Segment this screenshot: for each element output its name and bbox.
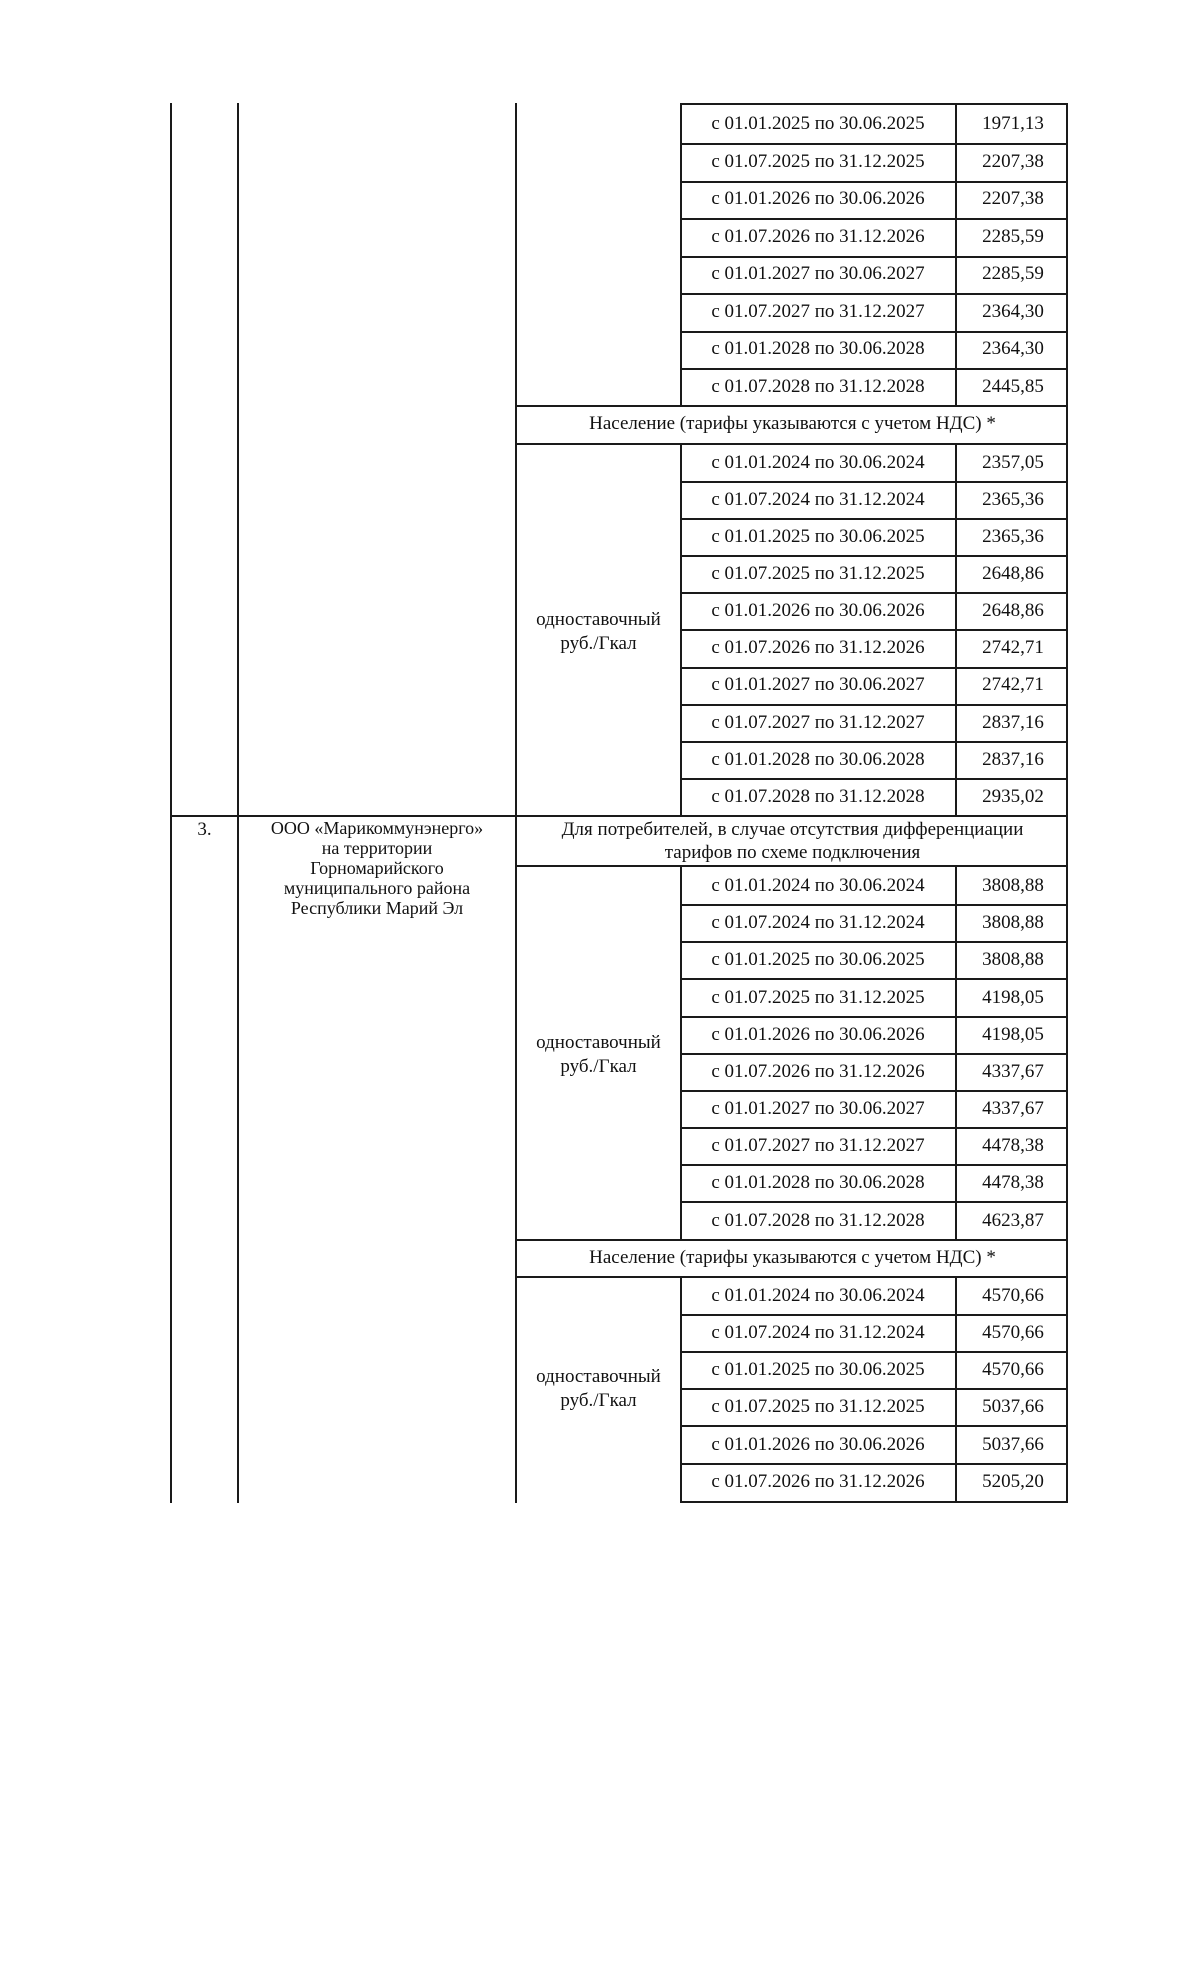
value-cell: 4570,66 <box>982 1322 1044 1343</box>
value-cell: 2285,59 <box>982 263 1044 284</box>
period-cell: с 01.07.2025 по 31.12.2025 <box>711 1396 925 1417</box>
col-line-right <box>1066 103 1068 1503</box>
row-line-full <box>170 815 1068 817</box>
row-line <box>680 103 1068 105</box>
value-cell: 4623,87 <box>982 1210 1044 1231</box>
row-line <box>680 331 1068 333</box>
rate-type-label: одноставочный <box>536 1366 661 1387</box>
period-cell: с 01.07.2025 по 31.12.2025 <box>711 563 925 584</box>
row-line <box>680 368 1068 370</box>
value-cell: 2648,86 <box>982 600 1044 621</box>
value-cell: 3808,88 <box>982 912 1044 933</box>
value-cell: 2837,16 <box>982 749 1044 770</box>
value-cell: 3808,88 <box>982 949 1044 970</box>
row-line <box>680 667 1068 669</box>
period-cell: с 01.01.2027 по 30.06.2027 <box>711 674 925 695</box>
value-cell: 4337,67 <box>982 1061 1044 1082</box>
organization-name: Республики Марий Эл <box>290 898 464 918</box>
value-cell: 4478,38 <box>982 1135 1044 1156</box>
value-cell: 2365,36 <box>982 489 1044 510</box>
value-cell: 4198,05 <box>982 987 1044 1008</box>
period-cell: с 01.01.2026 по 30.06.2026 <box>711 600 925 621</box>
period-cell: с 01.01.2028 по 30.06.2028 <box>711 1172 925 1193</box>
period-cell: с 01.07.2024 по 31.12.2024 <box>711 1322 925 1343</box>
row-line <box>680 1201 1068 1203</box>
col-line-period-b1 <box>955 103 957 406</box>
row-line <box>515 443 1068 445</box>
period-cell: с 01.07.2026 по 31.12.2026 <box>711 226 925 247</box>
row-line <box>680 1351 1068 1353</box>
section-header-population: Население (тарифы указываются с учетом НДС) * <box>589 413 996 434</box>
period-cell: с 01.07.2028 по 31.12.2028 <box>711 376 925 397</box>
period-cell: с 01.07.2025 по 31.12.2025 <box>711 151 925 172</box>
row-line <box>680 518 1068 520</box>
row-line <box>680 1016 1068 1018</box>
value-cell: 4478,38 <box>982 1172 1044 1193</box>
period-cell: с 01.01.2026 по 30.06.2026 <box>711 1024 925 1045</box>
period-cell: с 01.01.2025 по 30.06.2025 <box>711 949 925 970</box>
value-cell: 4198,05 <box>982 1024 1044 1045</box>
period-cell: с 01.01.2024 по 30.06.2024 <box>711 452 925 473</box>
period-cell: с 01.01.2027 по 30.06.2027 <box>711 263 925 284</box>
organization-name: муниципального района <box>283 878 471 898</box>
period-cell: с 01.01.2027 по 30.06.2027 <box>711 1098 925 1119</box>
row-line <box>515 1276 1068 1278</box>
value-cell: 2742,71 <box>982 674 1044 695</box>
row-line <box>680 1463 1068 1465</box>
row-line <box>515 865 1068 867</box>
value-cell: 2364,30 <box>982 301 1044 322</box>
row-line <box>680 904 1068 906</box>
row-line <box>680 481 1068 483</box>
value-cell: 2207,38 <box>982 151 1044 172</box>
row-line <box>680 555 1068 557</box>
col-line-org <box>515 103 517 1503</box>
row-line <box>680 741 1068 743</box>
period-cell: с 01.01.2025 по 30.06.2025 <box>711 1359 925 1380</box>
value-cell: 4570,66 <box>982 1285 1044 1306</box>
unit-label: руб./Гкал <box>560 1056 637 1077</box>
value-cell: 2935,02 <box>982 786 1044 807</box>
organization-name: Горномарийского <box>310 858 444 878</box>
value-cell: 4570,66 <box>982 1359 1044 1380</box>
period-cell: с 01.07.2024 по 31.12.2024 <box>711 489 925 510</box>
row-line <box>680 1425 1068 1427</box>
period-cell: с 01.07.2026 по 31.12.2026 <box>711 1471 925 1492</box>
col-line-num <box>237 103 239 1503</box>
unit-label: руб./Гкал <box>560 633 637 654</box>
value-cell: 5037,66 <box>982 1396 1044 1417</box>
entry-number: 3. <box>197 819 212 840</box>
row-line <box>680 1388 1068 1390</box>
row-line <box>680 592 1068 594</box>
unit-label: руб./Гкал <box>560 1390 637 1411</box>
col-line-type-b1 <box>680 103 682 406</box>
period-cell: с 01.01.2025 по 30.06.2025 <box>711 113 925 134</box>
row-line <box>515 405 1068 407</box>
value-cell: 5037,66 <box>982 1434 1044 1455</box>
value-cell: 2837,16 <box>982 712 1044 733</box>
row-line <box>680 293 1068 295</box>
row-line <box>680 143 1068 145</box>
row-line <box>680 1127 1068 1129</box>
period-cell: с 01.07.2027 по 31.12.2027 <box>711 712 925 733</box>
period-cell: с 01.01.2026 по 30.06.2026 <box>711 1434 925 1455</box>
row-line <box>515 1239 1068 1241</box>
period-cell: с 01.01.2026 по 30.06.2026 <box>711 188 925 209</box>
organization-name: ООО «Марикоммунэнерго» <box>270 818 484 838</box>
row-line <box>680 1090 1068 1092</box>
col-line-type-b4 <box>680 1277 682 1503</box>
row-line <box>680 778 1068 780</box>
period-cell: с 01.07.2025 по 31.12.2025 <box>711 987 925 1008</box>
value-cell: 4337,67 <box>982 1098 1044 1119</box>
value-cell: 5205,20 <box>982 1471 1044 1492</box>
value-cell: 2365,36 <box>982 526 1044 547</box>
section-header-consumers: Для потребителей, в случае отсутствия дифференциации <box>561 819 1024 840</box>
value-cell: 2445,85 <box>982 376 1044 397</box>
period-cell: с 01.07.2026 по 31.12.2026 <box>711 637 925 658</box>
period-cell: с 01.01.2024 по 30.06.2024 <box>711 1285 925 1306</box>
period-cell: с 01.07.2024 по 31.12.2024 <box>711 912 925 933</box>
period-cell: с 01.01.2028 по 30.06.2028 <box>711 338 925 359</box>
col-line-period-b4 <box>955 1277 957 1503</box>
row-line <box>680 941 1068 943</box>
row-line <box>680 181 1068 183</box>
value-cell: 2207,38 <box>982 188 1044 209</box>
period-cell: с 01.01.2028 по 30.06.2028 <box>711 749 925 770</box>
value-cell: 2364,30 <box>982 338 1044 359</box>
value-cell: 3808,88 <box>982 875 1044 896</box>
organization-name: на территории <box>321 838 433 858</box>
period-cell: с 01.07.2028 по 31.12.2028 <box>711 1210 925 1231</box>
period-cell: с 01.07.2027 по 31.12.2027 <box>711 1135 925 1156</box>
value-cell: 2742,71 <box>982 637 1044 658</box>
row-line <box>680 218 1068 220</box>
period-cell: с 01.07.2028 по 31.12.2028 <box>711 786 925 807</box>
value-cell: 1971,13 <box>982 113 1044 134</box>
row-line <box>680 1164 1068 1166</box>
period-cell: с 01.07.2027 по 31.12.2027 <box>711 301 925 322</box>
rate-type-label: одноставочный <box>536 1032 661 1053</box>
section-header-population: Население (тарифы указываются с учетом НДС) * <box>589 1247 996 1268</box>
value-cell: 2285,59 <box>982 226 1044 247</box>
period-cell: с 01.01.2024 по 30.06.2024 <box>711 875 925 896</box>
row-line <box>680 1053 1068 1055</box>
row-line <box>680 1314 1068 1316</box>
row-line <box>680 629 1068 631</box>
row-line <box>680 978 1068 980</box>
value-cell: 2357,05 <box>982 452 1044 473</box>
col-line-left <box>170 103 172 1503</box>
section-header-consumers: тарифов по схеме подключения <box>664 842 921 863</box>
row-line <box>680 704 1068 706</box>
period-cell: с 01.01.2025 по 30.06.2025 <box>711 526 925 547</box>
row-line <box>680 256 1068 258</box>
period-cell: с 01.07.2026 по 31.12.2026 <box>711 1061 925 1082</box>
rate-type-label: одноставочный <box>536 609 661 630</box>
value-cell: 2648,86 <box>982 563 1044 584</box>
row-line <box>680 1501 1068 1503</box>
